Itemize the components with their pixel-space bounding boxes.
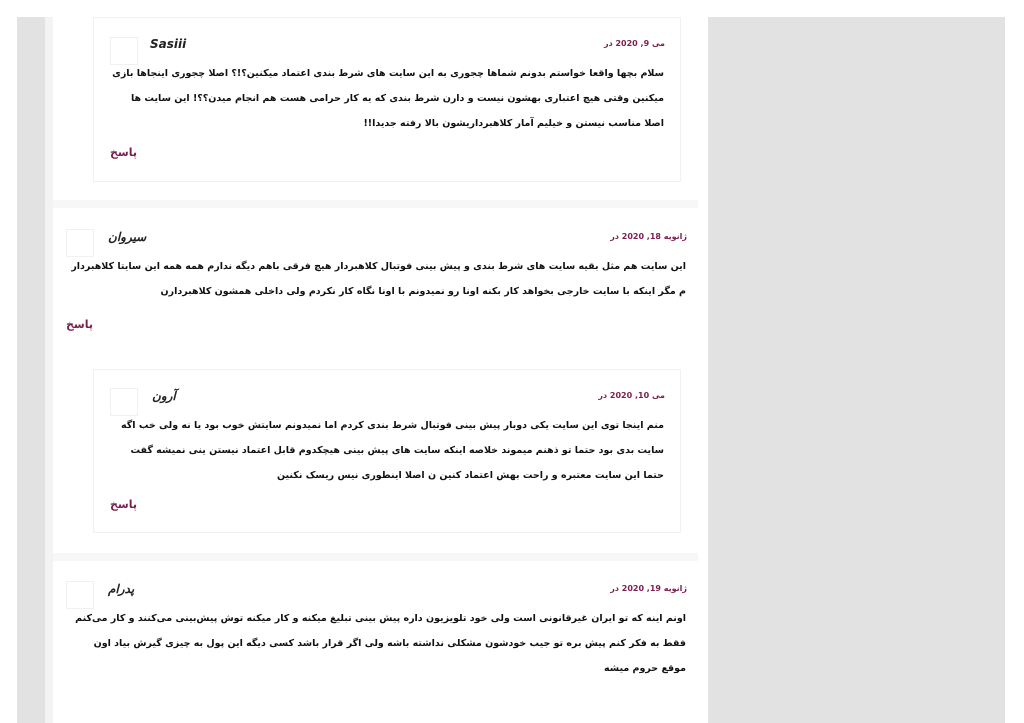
comment-author[interactable]: سیروان [108,230,147,244]
comment-author[interactable]: آرون [152,389,176,403]
comment-author[interactable]: پدرام [108,582,135,596]
avatar [110,388,138,416]
comment-date[interactable]: ژانویه 19, 2020 در [610,584,687,593]
comment-author[interactable]: Sasiii [150,37,187,51]
comment-date[interactable]: می 9, 2020 در [603,39,665,48]
comment-text: اونم اینه که تو ایران غیرقانونی است ولی خود تلویزیون داره پیش بینی تبلیغ میکنه و کار میکنه توش پیش‌بینی می‌کنند و کار می‌کنم فقط به فکر کنم پیش بره تو جیب خودشون مشکلی نداشته باشه ولی اگر قرار باشد کسی دیگه این پول به چیزی گیرش بیاد اون موقع حروم میشه [75,613,686,674]
comment-date[interactable]: می 10, 2020 در [598,391,665,400]
column-edge [45,17,53,723]
avatar [66,229,94,257]
reply-button[interactable]: پاسخ [66,318,94,331]
comment-text: سلام بچها واقعا خواستم بدونم شماها چجوری به این سایت های شرط بندی اعتماد میکنین؟!؟ اصلا چجوری اینجاها بازی میکنین وقتی هیچ اعتباری بهشون نیست و دارن شرط بندی که یه کار حرامی هست هم انجام میدن؟؟! این سایت ها اصلا مناسب نیستن و خیلیم آمار کلاهبرداریشون بالا رفته جدیدا!! [112,68,664,129]
comment-text: این سایت هم مثل بقیه سایت های شرط بندی و پیش بینی فوتبال کلاهبردار هیچ فرقی باهم دیگه ندارم همه همه این سایتا کلاهبردار م مگر اینکه با سایت خارجی بخواهد کار بکنه اونا رو نمیدونم با اونا نگاه کار نکردم ولی داخلی همشون کلاهبردارن [71,261,686,297]
reply-button[interactable]: پاسخ [110,498,138,511]
avatar [66,581,94,609]
comment-separator [53,553,698,561]
comment-text: منم اینجا توی این سایت یکی دوبار پیش بینی فوتبال شرط بندی کردم اما نمیدونم سایتش خوب بود یا نه ولی خب اگه سایت بدی بود حتما تو ذهنم میموند خلاصه اینکه سایت های پیش بینی هیچکدوم قابل اعتماد نیستن ینی نمیشه گفت حتما این سایت معتبره و راحت بهش اعتماد کنین ن اصلا اینطوری نیس ریسک نکنین [120,420,664,481]
reply-button[interactable]: پاسخ [110,146,138,159]
comment-date[interactable]: ژانویه 18, 2020 در [610,232,687,241]
comment-separator [53,200,698,208]
